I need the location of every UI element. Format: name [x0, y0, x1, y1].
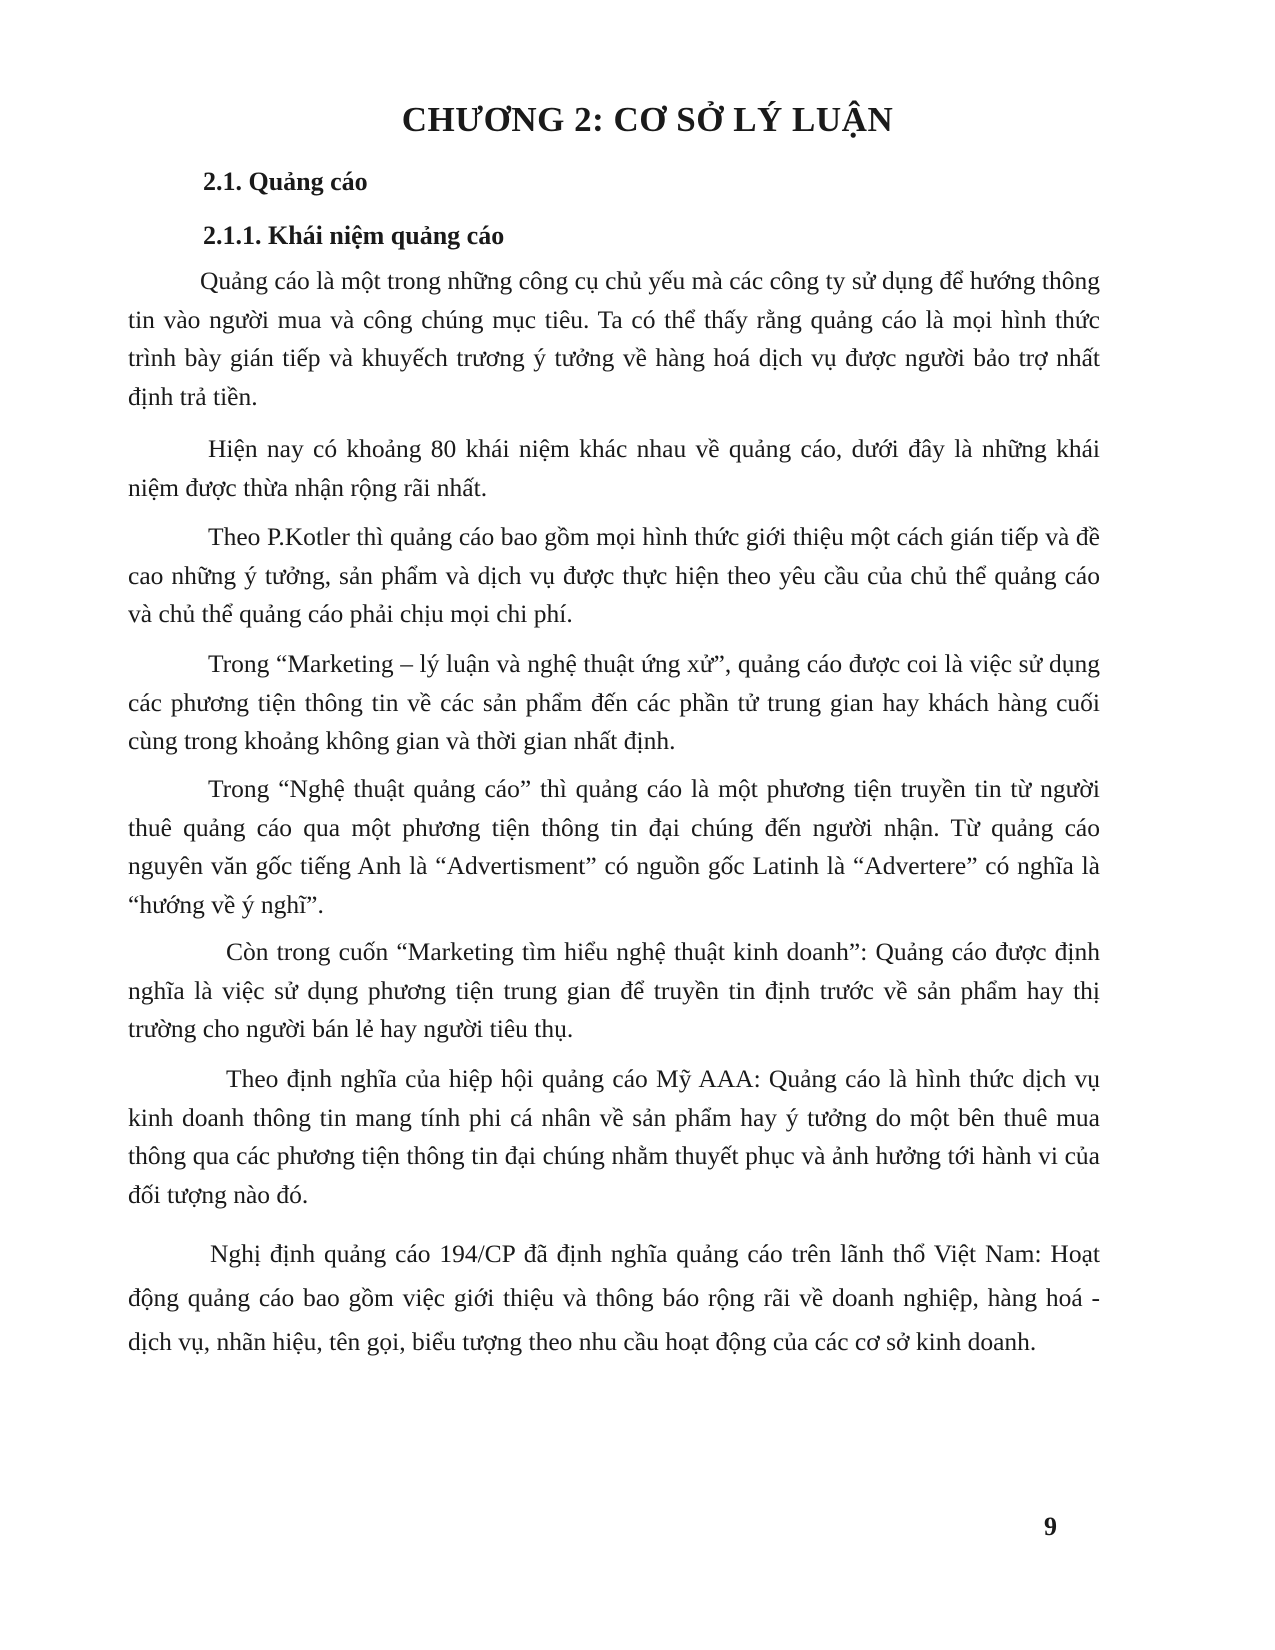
chapter-title: CHƯƠNG 2: CƠ SỞ LÝ LUẬN — [401, 100, 894, 139]
paragraph-aaa-definition: Theo định nghĩa của hiệp hội quảng cáo Mỹ AAA: Quảng cáo là hình thức dịch vụ kinh doanh thông tin mang tính phi cá nhân về sản phẩm hay ý tưởng do một bên thuê mua thông qua các phương tiện thông tin đại chúng nhằm thuyết phục và ảnh hưởng tới hành vi của đối tượng nào đó. — [128, 1064, 1100, 1209]
paragraph-marketing-business: Còn trong cuốn “Marketing tìm hiểu nghệ thuật kinh doanh”: Quảng cáo được định nghĩa là việc sử dụng phương tiện trung gian để truyền tin định trước về sản phẩm hay thị trường cho người bán lẻ hay người tiêu thụ. — [128, 937, 1100, 1043]
page-number: 9 — [1044, 1512, 1057, 1541]
subsection-heading: 2.1.1. Khái niệm quảng cáo — [203, 221, 505, 250]
paragraph-marketing-theory: Trong “Marketing – lý luận và nghệ thuật ứng xử”, quảng cáo được coi là việc sử dụng các phương tiện thông tin về các sản phẩm đến các phần tử trung gian hay khách hàng cuối cùng trong khoảng không gian và thời gian nhất định. — [128, 649, 1100, 755]
paragraph-80-concepts: Hiện nay có khoảng 80 khái niệm khác nhau về quảng cáo, dưới đây là những khái niệm được thừa nhận rộng rãi nhất. — [128, 434, 1100, 502]
paragraph-definition-intro: Quảng cáo là một trong những công cụ chủ yếu mà các công ty sử dụng để hướng thông tin vào người mua và công chúng mục tiêu. Ta có thể thấy rằng quảng cáo là mọi hình thức trình bày gián tiếp và khuyếch trương ý tưởng về hàng hoá dịch vụ được người bảo trợ nhất định trả tiền. — [128, 266, 1100, 411]
paragraph-kotler: Theo P.Kotler thì quảng cáo bao gồm mọi hình thức giới thiệu một cách gián tiếp và đề cao những ý tưởng, sản phẩm và dịch vụ được thực hiện theo yêu cầu của chủ thể quảng cáo và chủ thể quảng cáo phải chịu mọi chi phí. — [128, 522, 1100, 628]
paragraph-decree-194: Nghị định quảng cáo 194/CP đã định nghĩa quảng cáo trên lãnh thổ Việt Nam: Hoạt động quảng cáo bao gồm việc giới thiệu và thông báo rộng rãi về doanh nghiệp, hàng hoá - dịch vụ, nhãn hiệu, tên gọi, biểu tượng theo nhu cầu hoạt động của các cơ sở kinh doanh. — [128, 1239, 1100, 1356]
paragraph-advertising-art: Trong “Nghệ thuật quảng cáo” thì quảng cáo là một phương tiện truyền tin từ người thuê quảng cáo qua một phương tiện thông tin đại chúng đến người nhận. Từ quảng cáo nguyên văn gốc tiếng Anh là “Advertisment” có nguồn gốc Latinh là “Advertere” có nghĩa là “hướng về ý nghĩ”. — [128, 774, 1100, 919]
section-heading: 2.1. Quảng cáo — [203, 167, 368, 196]
